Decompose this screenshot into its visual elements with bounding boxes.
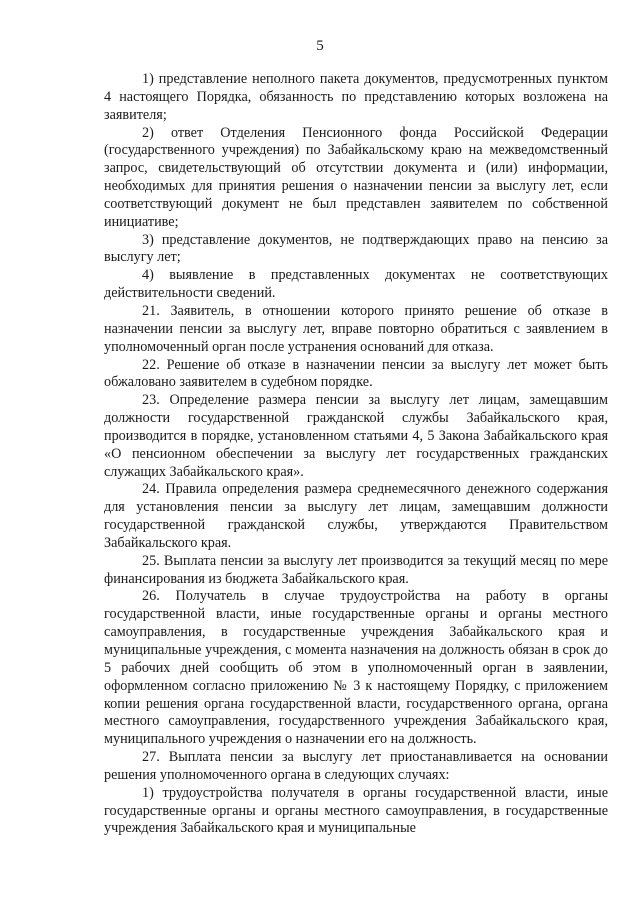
- paragraph-item-3-non-confirming-documents: 3) представление документов, не подтверждающих право на пенсию за выслугу лет;: [104, 231, 608, 266]
- paragraph-clause-21: 21. Заявитель, в отношении которого принято решение об отказе в назначении пенсии за выслугу лет, вправе повторно обратиться с заявлением в уполномоченный орган после устранения оснований для отказа.: [104, 302, 608, 355]
- document-body: [104, 71, 608, 838]
- paragraph-item-1-incomplete-documents: 1) представление неполного пакета документов, предусмотренных пунктом 4 настоящего Порядка, обязанность по представлению которых возложена на заявителя;: [104, 71, 608, 123]
- paragraph-item-2-pension-fund-response: 2) ответ Отделения Пенсионного фонда Российской Федерации (государственного учреждения) по Забайкальскому краю на межведомственный запрос, свидетельствующий об отсутствии документа и (или) информации, необходимых для принятия решения о назначении пенсии за выслугу лет, если соответствующий документ не был представлен заявителем по собственной инициативе;: [104, 124, 608, 230]
- paragraph-clause-27: 27. Выплата пенсии за выслугу лет приостанавливается на основании решения уполномоченного органа в следующих случаях:: [104, 749, 608, 783]
- paragraph-clause-22: 22. Решение об отказе в назначении пенсии за выслугу лет может быть обжаловано заявителем в судебном порядке.: [104, 356, 608, 391]
- paragraph-clause-26: 26. Получатель в случае трудоустройства на работу в органы государственной власти, иные государственные органы и органы местного самоуправления, в государственные учреждения Забайкальского края и муниципальные учреждения, с момента назначения на должность обязан в срок до 5 рабочих дней сообщить об этом в уполномоченный орган в заявлении, оформленном согласно приложению № 3 к настоящему Порядку, с приложением копии решения органа государственной власти, государственного органа, органа местного самоуправления, государственного учреждения Забайкальского края, муниципального учреждения о назначении его на должность.: [104, 588, 608, 748]
- paragraph-clause-24: 24. Правила определения размера среднемесячного денежного содержания для установления пенсии за выслугу лет лицам, замещавшим должности государственной гражданской службы, утверждаются Правительством Забайкальского края.: [104, 481, 608, 551]
- paragraph-clause-23: 23. Определение размера пенсии за выслугу лет лицам, замещавшим должности государственной гражданской службы Забайкальского края, производится в порядке, установленном статьями 4, 5 Закона Забайкальского края «О пенсионном обеспечении за выслугу лет государственных гражданских служащих Забайкальского края».: [104, 392, 608, 480]
- paragraph-item-4-false-information: 4) выявление в представленных документах не соответствующих действительности сведений.: [104, 267, 608, 302]
- paragraph-clause-25: 25. Выплата пенсии за выслугу лет производится за текущий месяц по мере финансирования из бюджета Забайкальского края.: [104, 552, 608, 587]
- page-number: 5: [316, 38, 324, 54]
- paragraph-clause-27-item-1: 1) трудоустройства получателя в органы государственной власти, иные государственные органы и органы местного самоуправления, в государственные учреждения Забайкальского края и муниципальные: [104, 784, 608, 837]
